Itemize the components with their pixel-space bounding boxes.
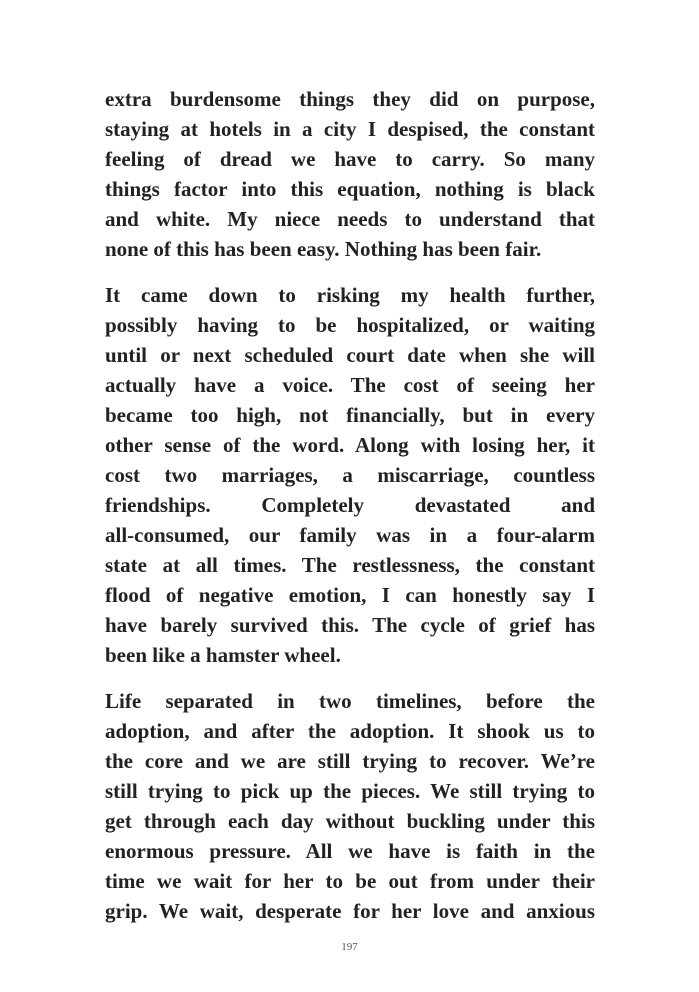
- text-line: things factor into this equation, nothing is black: [105, 177, 595, 201]
- text-line: staying at hotels in a city I despised, the constant: [105, 117, 595, 141]
- text-line: Life separated in two timelines, before the: [105, 689, 595, 713]
- text-line: grip. We wait, desperate for her love and anxious: [105, 899, 595, 923]
- text-line: state at all times. The restlessness, the constant: [105, 553, 595, 577]
- text-line: actually have a voice. The cost of seeing her: [105, 373, 595, 397]
- text-line: became too high, not financially, but in every: [105, 403, 595, 427]
- text-line: extra burdensome things they did on purpose,: [105, 87, 595, 111]
- text-line: none of this has been easy. Nothing has been fair.: [105, 237, 542, 261]
- text-line: and white. My niece needs to understand that: [105, 207, 595, 231]
- text-line: It came down to risking my health further,: [105, 283, 595, 307]
- text-line: the core and we are still trying to recover. We’re: [105, 749, 595, 773]
- text-line: adoption, and after the adoption. It shook us to: [105, 719, 595, 743]
- text-line: other sense of the word. Along with losing her, it: [105, 433, 595, 457]
- text-line: all-consumed, our family was in a four-alarm: [105, 523, 595, 547]
- text-line: time we wait for her to be out from under their: [105, 869, 595, 893]
- text-line: until or next scheduled court date when she will: [105, 343, 595, 367]
- text-line: possibly having to be hospitalized, or waiting: [105, 313, 595, 337]
- text-line: feeling of dread we have to carry. So many: [105, 147, 595, 171]
- text-line: flood of negative emotion, I can honestly say I: [105, 583, 595, 607]
- text-line: have barely survived this. The cycle of grief has: [105, 613, 595, 637]
- paragraph-3: [105, 686, 595, 926]
- paragraph-2: [105, 280, 595, 670]
- text-line: cost two marriages, a miscarriage, countless: [105, 463, 595, 487]
- text-line: been like a hamster wheel.: [105, 643, 341, 667]
- text-line: enormous pressure. All we have is faith in the: [105, 839, 595, 863]
- text-line: friendships. Completely devastated and: [105, 493, 595, 517]
- text-line: still trying to pick up the pieces. We still trying to: [105, 779, 595, 803]
- paragraph-1: [105, 84, 595, 264]
- page-number: 197: [341, 941, 358, 953]
- text-line: get through each day without buckling under this: [105, 809, 595, 833]
